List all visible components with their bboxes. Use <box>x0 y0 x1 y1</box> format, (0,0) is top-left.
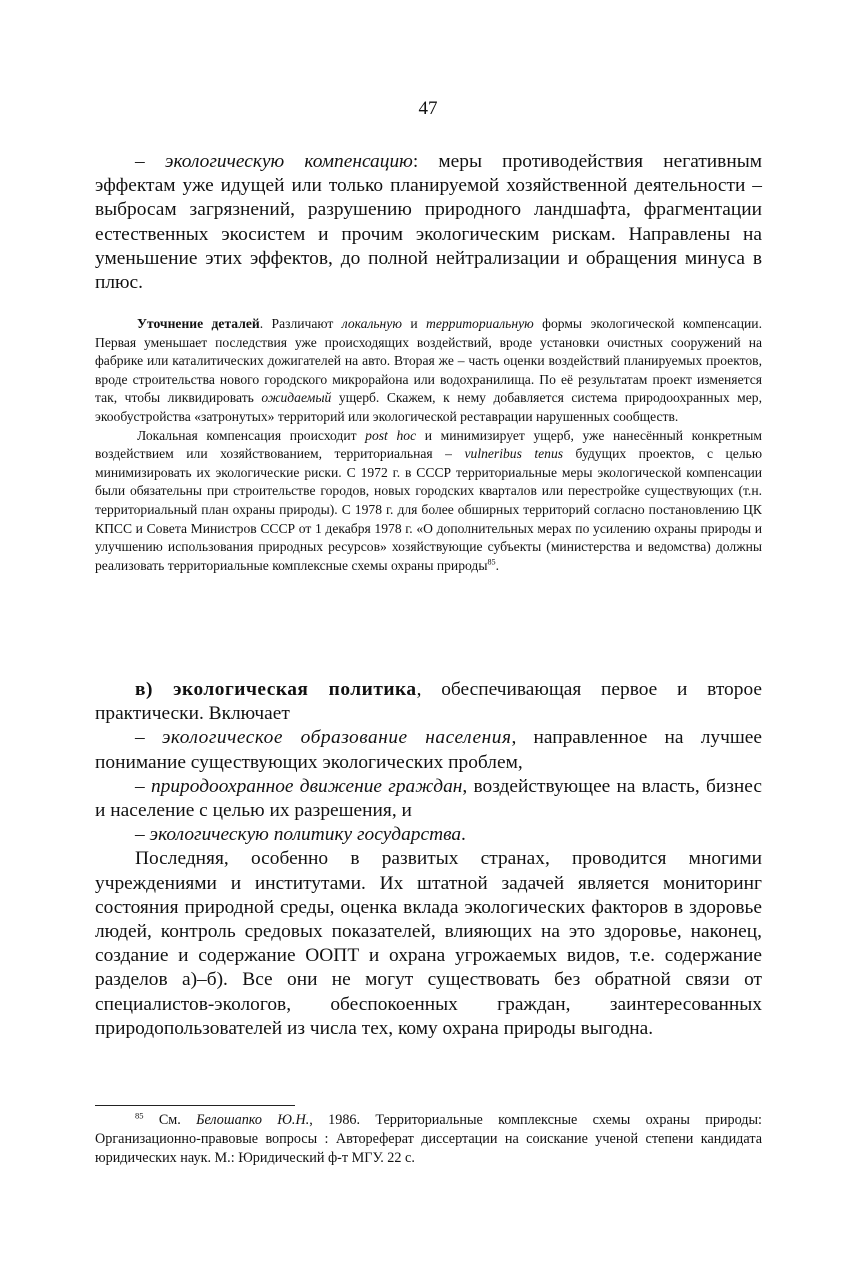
term-conservation-movement: природоохранное движение граждан <box>150 775 463 797</box>
dash: – <box>135 727 162 749</box>
term-state-policy: экологическую политику государства <box>149 824 462 846</box>
footnote <box>95 1111 762 1168</box>
footnote-reference[interactable]: 85 <box>487 557 496 567</box>
note-term-post-hoc: post hoc <box>365 427 417 443</box>
list-item <box>95 823 762 847</box>
dash: – <box>135 824 150 846</box>
note-text: и минимизирует ущерб, уже нанесённый конкретным воздействием или хозяйствованием, территориальная – <box>95 427 762 462</box>
list-item <box>95 726 762 774</box>
note-text: будущих проектов, с целью минимизировать их экологические риски. С 1972 г. в СССР территориальные меры экологической компенсации были обязательны при строительстве городов, новых городских кварталов или перестройке существующих (т.н. территориальный план охраны природы). С 1978 г. для более обширных территорий согласно постановлению ЦК КПСС и Совета Министров СССР от 1 декабря 1978 г. «О дополнительных мерах по усилению охраны природы и улучшению использования природных ресурсов» хозяйствующие субъекты (министерства и ведомства) должны реализовать территориальные комплексные схемы охраны природы <box>95 446 762 573</box>
footnote-author: Белошапко Ю.Н. <box>196 1112 310 1128</box>
policy-intro-text: , обеспечивающая первое и второе практически. Включает <box>95 679 762 725</box>
list-item-text: , направленное на лучшее понимание существующих экологических проблем, <box>95 727 762 773</box>
ecological-policy-section <box>95 678 762 1041</box>
note-text: Локальная компенсация происходит <box>137 427 366 443</box>
term-ecological-compensation: экологическую компенсацию <box>164 151 413 172</box>
note-term-expected: ожидаемый <box>261 390 332 406</box>
ecological-compensation-paragraph <box>95 150 762 295</box>
footnote-divider <box>95 1105 295 1106</box>
dash: – <box>135 151 165 172</box>
page-number: 47 <box>418 98 438 119</box>
footnote-text: См. <box>143 1112 197 1128</box>
list-item <box>95 775 762 823</box>
footnote-number: 85 <box>135 1110 144 1121</box>
compensation-definition: : меры противодействия негативным эффектам уже идущей или только планируемой хозяйственной деятельности – выбросам загрязнений, разрушению природного ландшафта, фрагментации естественных экосистем и прочим экологическим рискам. Направлены на уменьшение этих эффектов, до полной нейтрализации и обращения минуса в плюс. <box>95 151 762 294</box>
list-item-text: , воздействующее на власть, бизнес и население с целью их разрешения, и <box>95 775 762 822</box>
list-item-text: . <box>461 824 466 846</box>
details-note <box>95 315 762 575</box>
policy-intro <box>95 678 762 726</box>
note-term-territorial: территориальную <box>426 316 534 331</box>
note-text: формы экологической компенсации. Первая уменьшает последствия уже происходящих воздействий, вроде установки очистных сооружений на фабрике или каталитических дожигателей на авто. Вторая же – часть оценки воздействий планируемых проектов, вроде строительства нового городского микрорайона или водохранилища. По её результатам проект изменяется так, чтобы ликвидировать <box>95 316 762 406</box>
note-paragraph-2 <box>95 427 762 576</box>
term-ecological-education: экологическое образование населения <box>161 727 512 749</box>
closing-paragraph: Последняя, особенно в развитых странах, проводится многими учреждениями и институтами. Их штатной задачей является мониторинг состояния природной среды, оценка вклада экологических факторов в здоровье людей, контроль средовых показателей, влияющих на это здоровье, наконец, создание и содержание ООПТ и охрана угрожаемых видов, т.е. содержание разделов а)–б). Все они не могут существовать без обратной связи от специалистов-экологов, обеспокоенных граждан, заинтересованных природопользователей из числа тех, кому охрана природы выгодна. <box>95 848 762 1039</box>
note-text: ущерб. Скажем, к нему добавляется система природоохранных мер, экообустройства «затронутых» территорий или экологической реставрации нарушенных сообществ. <box>95 390 762 424</box>
dash: – <box>135 775 151 797</box>
note-paragraph-1 <box>95 315 762 427</box>
note-text: . Различают <box>259 316 342 331</box>
footnote-text: , 1986. Территориальные комплексные схемы охраны природы: Организационно-правовые вопросы : Автореферат диссертации на соискание ученой степени кандидата юридических наук. М.: Юридический ф-т МГУ. 22 с. <box>95 1112 762 1166</box>
note-text: . <box>495 557 500 573</box>
section-heading: в) экологическая политика <box>135 679 417 700</box>
note-text: и <box>401 316 426 331</box>
note-term-local: локальную <box>341 316 402 331</box>
note-title: Уточнение деталей <box>137 316 260 331</box>
note-term-vulneribus-tenus: vulneribus tenus <box>464 446 564 462</box>
